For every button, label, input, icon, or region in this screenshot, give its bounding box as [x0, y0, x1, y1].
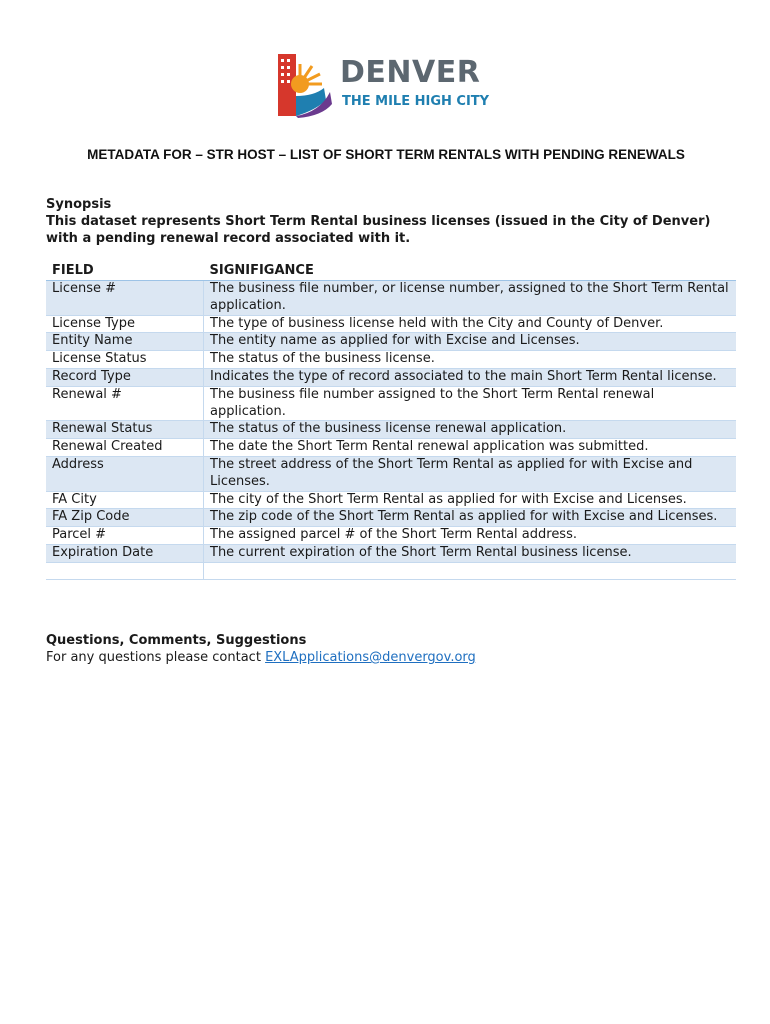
- significance-cell: The current expiration of the Short Term Rental business license.: [204, 544, 737, 562]
- synopsis-heading: Synopsis: [46, 197, 112, 212]
- significance-cell: The status of the business license renewal application.: [204, 421, 737, 439]
- title-prefix: METADATA FOR: [87, 147, 192, 162]
- field-column-header: FIELD: [46, 262, 204, 281]
- field-cell: Parcel #: [46, 527, 204, 545]
- significance-cell: The entity name as applied for with Excise and Licenses.: [204, 333, 737, 351]
- table-header-row: [46, 262, 736, 281]
- table-row: [46, 491, 736, 509]
- field-cell: Renewal Status: [46, 421, 204, 439]
- table-row: [46, 421, 736, 439]
- metadata-table: [46, 262, 736, 580]
- empty-cell: [204, 562, 737, 579]
- field-cell: License Type: [46, 315, 204, 333]
- significance-cell: The zip code of the Short Term Rental as applied for with Excise and Licenses.: [204, 509, 737, 527]
- logo-wordmark: DENVER: [340, 55, 481, 90]
- table-row: [46, 386, 736, 421]
- significance-column-header: SIGNIFIGANCE: [204, 262, 737, 281]
- table-row: [46, 456, 736, 491]
- denver-logo: [276, 52, 506, 120]
- table-row: [46, 351, 736, 369]
- field-cell: FA Zip Code: [46, 509, 204, 527]
- questions-text: [46, 649, 476, 666]
- field-cell: Record Type: [46, 368, 204, 386]
- table-row: [46, 509, 736, 527]
- denver-logo-icon: [276, 52, 334, 118]
- significance-cell: The status of the business license.: [204, 351, 737, 369]
- field-cell: Renewal #: [46, 386, 204, 421]
- table-row: [46, 544, 736, 562]
- questions-heading: Questions, Comments, Suggestions: [46, 633, 307, 648]
- field-cell: License #: [46, 281, 204, 316]
- empty-table-row: [46, 562, 736, 579]
- synopsis-text: This dataset represents Short Term Rental business licenses (issued in the City of Denver) with a pending renewal record associated with it.: [46, 214, 711, 246]
- contact-email-link[interactable]: EXLApplications@denvergov.org: [265, 650, 476, 665]
- significance-cell: The assigned parcel # of the Short Term Rental address.: [204, 527, 737, 545]
- empty-cell: [46, 562, 204, 579]
- page-title: [60, 146, 712, 163]
- table-body: [46, 281, 736, 580]
- table-row: [46, 315, 736, 333]
- questions-text-label: For any questions please contact: [46, 650, 266, 665]
- significance-cell: The city of the Short Term Rental as applied for with Excise and Licenses.: [204, 491, 737, 509]
- field-cell: Expiration Date: [46, 544, 204, 562]
- field-cell: Renewal Created: [46, 439, 204, 457]
- significance-cell: The date the Short Term Rental renewal application was submitted.: [204, 439, 737, 457]
- logo-tagline: THE MILE HIGH CITY: [342, 94, 490, 109]
- title-rest: – STR HOST – LIST OF SHORT TERM RENTALS WITH PENDING RENEWALS: [195, 147, 685, 162]
- field-cell: Address: [46, 456, 204, 491]
- table-row: [46, 368, 736, 386]
- significance-cell: The business file number assigned to the Short Term Rental renewal application.: [204, 386, 737, 421]
- table-row: [46, 527, 736, 545]
- significance-cell: The type of business license held with the City and County of Denver.: [204, 315, 737, 333]
- table-row: [46, 439, 736, 457]
- significance-cell: Indicates the type of record associated to the main Short Term Rental license.: [204, 368, 737, 386]
- table-row: [46, 281, 736, 316]
- field-cell: FA City: [46, 491, 204, 509]
- table-row: [46, 333, 736, 351]
- field-cell: Entity Name: [46, 333, 204, 351]
- significance-cell: The business file number, or license number, assigned to the Short Term Rental application.: [204, 281, 737, 316]
- significance-cell: The street address of the Short Term Rental as applied for with Excise and Licenses.: [204, 456, 737, 491]
- field-cell: License Status: [46, 351, 204, 369]
